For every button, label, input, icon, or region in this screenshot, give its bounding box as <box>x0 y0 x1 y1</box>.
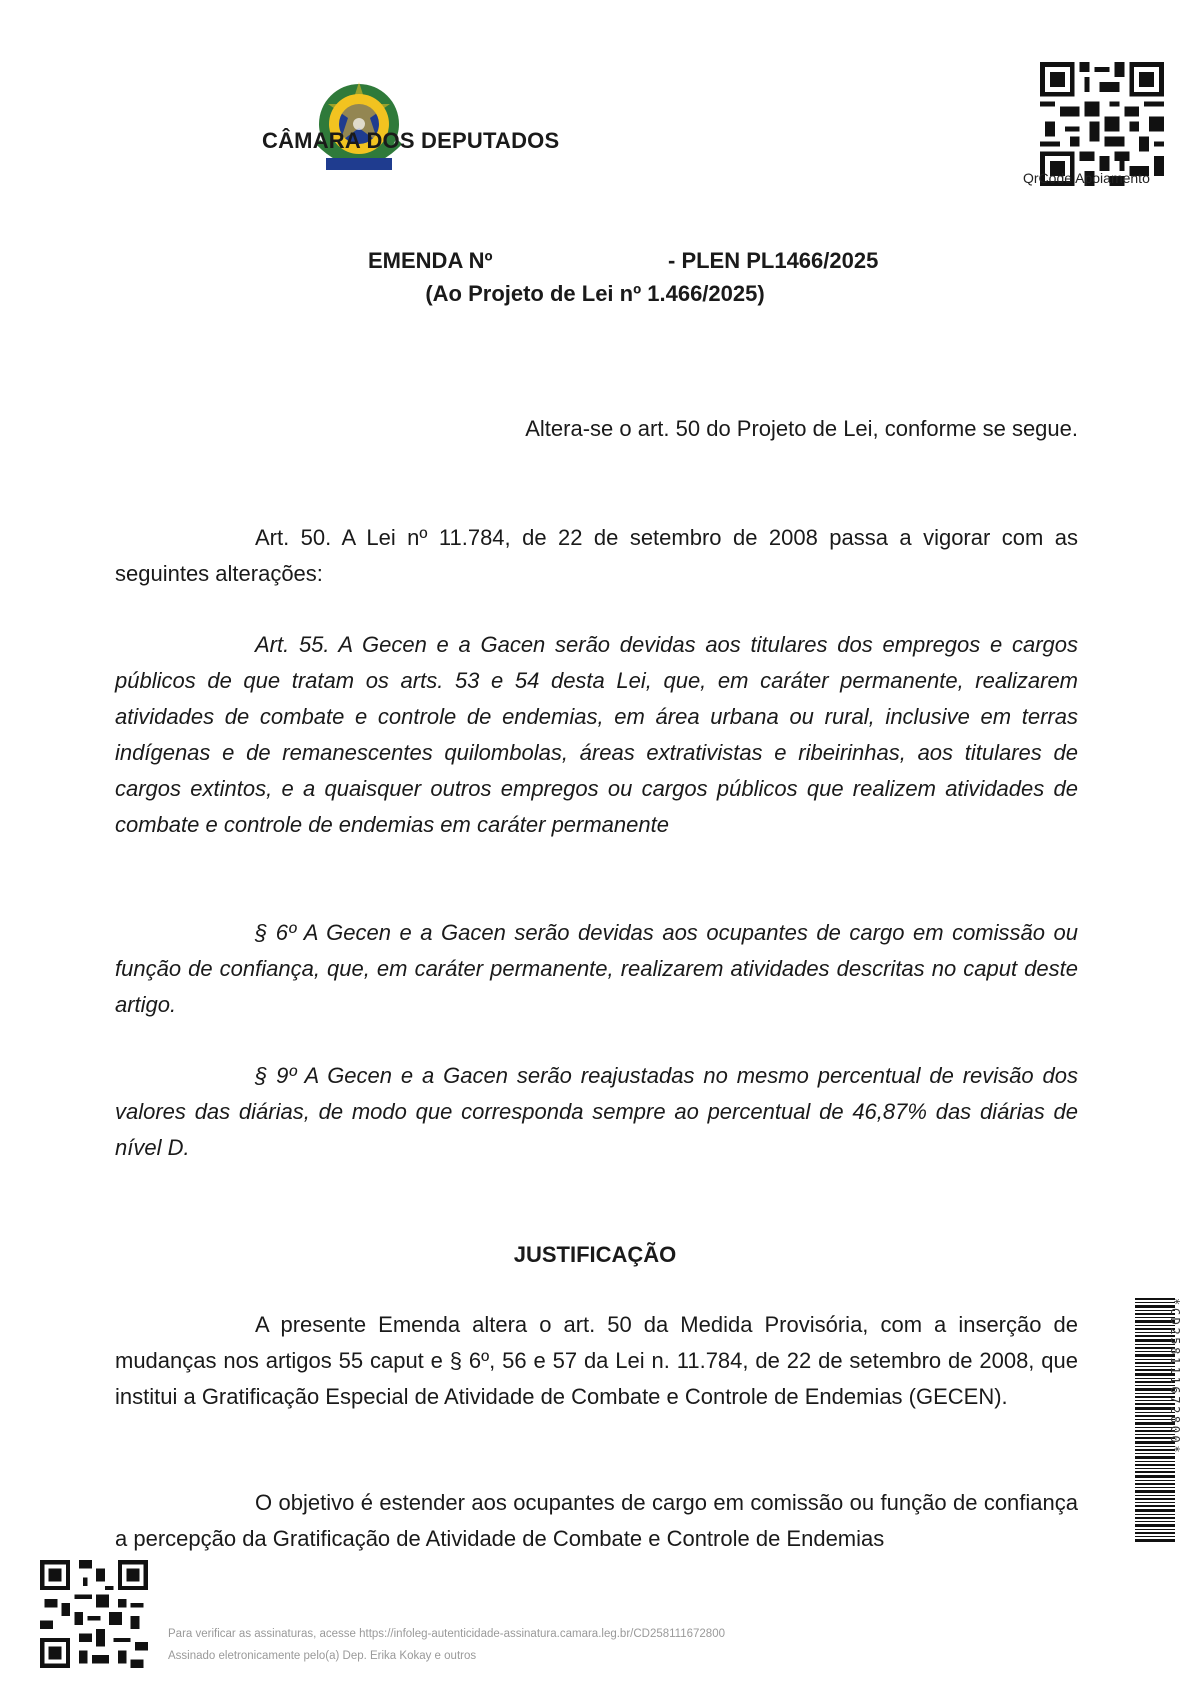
justification-heading: JUSTIFICAÇÃO <box>513 1242 677 1267</box>
justification-paragraph-2: O objetivo é estender aos ocupantes de cargo em comissão ou função de confiança a percepção da Gratificação de Atividade de Combate e Controle de Endemias <box>115 1490 1078 1551</box>
paragraph-9-text: § 9º A Gecen e a Gacen serão reajustadas no mesmo percentual de revisão dos valores das diárias, de modo que corresponda sempre ao percentual de 46,87% das diárias de nível D. <box>115 1063 1078 1160</box>
institution-name: CÂMARA DOS DEPUTADOS <box>262 128 560 153</box>
amendment-prefix: EMENDA Nº <box>368 248 493 273</box>
qr-code-label: QrCode Apoiamento <box>1023 170 1150 186</box>
article-55-text: Art. 55. A Gecen e a Gacen serão devidas aos titulares dos empregos e cargos públicos de que tratam os arts. 53 e 54 desta Lei, que, em caráter permanente, realizarem atividades de combate e controle de endemias, em área urbana ou rural, inclusive em terras indígenas e de remanescentes quilombolas, áreas extrativistas e ribeirinhas, aos titulares de cargos extintos, e a quaisquer outros empregos ou cargos públicos que realizem atividades de combate e controle de endemias em caráter permanente <box>115 632 1078 837</box>
amendment-reference: - PLEN PL1466/2025 <box>668 248 879 273</box>
signature-verification-text: Para verificar as assinaturas, acesse https://infoleg-autenticidade-assinatura.camara.leg.br/CD258111672800 <box>168 1628 725 1640</box>
paragraph-6-text: § 6º A Gecen e a Gacen serão devidas aos ocupantes de cargo em comissão ou função de confiança, que, em caráter permanente, realizarem atividades descritas no caput deste artigo. <box>115 920 1078 1017</box>
barcode-number: *CD258111672800* <box>1168 1298 1182 1456</box>
justification-paragraph-1: A presente Emenda altera o art. 50 da Medida Provisória, com a inserção de mudanças nos artigos 55 caput e § 6º, 56 e 57 da Lei n. 11.784, de 22 de setembro de 2008, que institui a Gratificação Especial de Atividade de Combate e Controle de Endemias (GECEN). <box>115 1312 1078 1409</box>
amendment-summary: Altera-se o art. 50 do Projeto de Lei, conforme se segue. <box>525 416 1078 441</box>
article-50-text: Art. 50. A Lei nº 11.784, de 22 de setembro de 2008 passa a vigorar com as seguintes alterações: <box>115 525 1078 586</box>
signed-by-text: Assinado eletronicamente pelo(a) Dep. Erika Kokay e outros <box>168 1650 477 1662</box>
qr-code-icon <box>1040 62 1164 186</box>
signature-qr-code-icon <box>40 1560 148 1668</box>
bill-reference: (Ao Projeto de Lei nº 1.466/2025) <box>425 281 765 306</box>
